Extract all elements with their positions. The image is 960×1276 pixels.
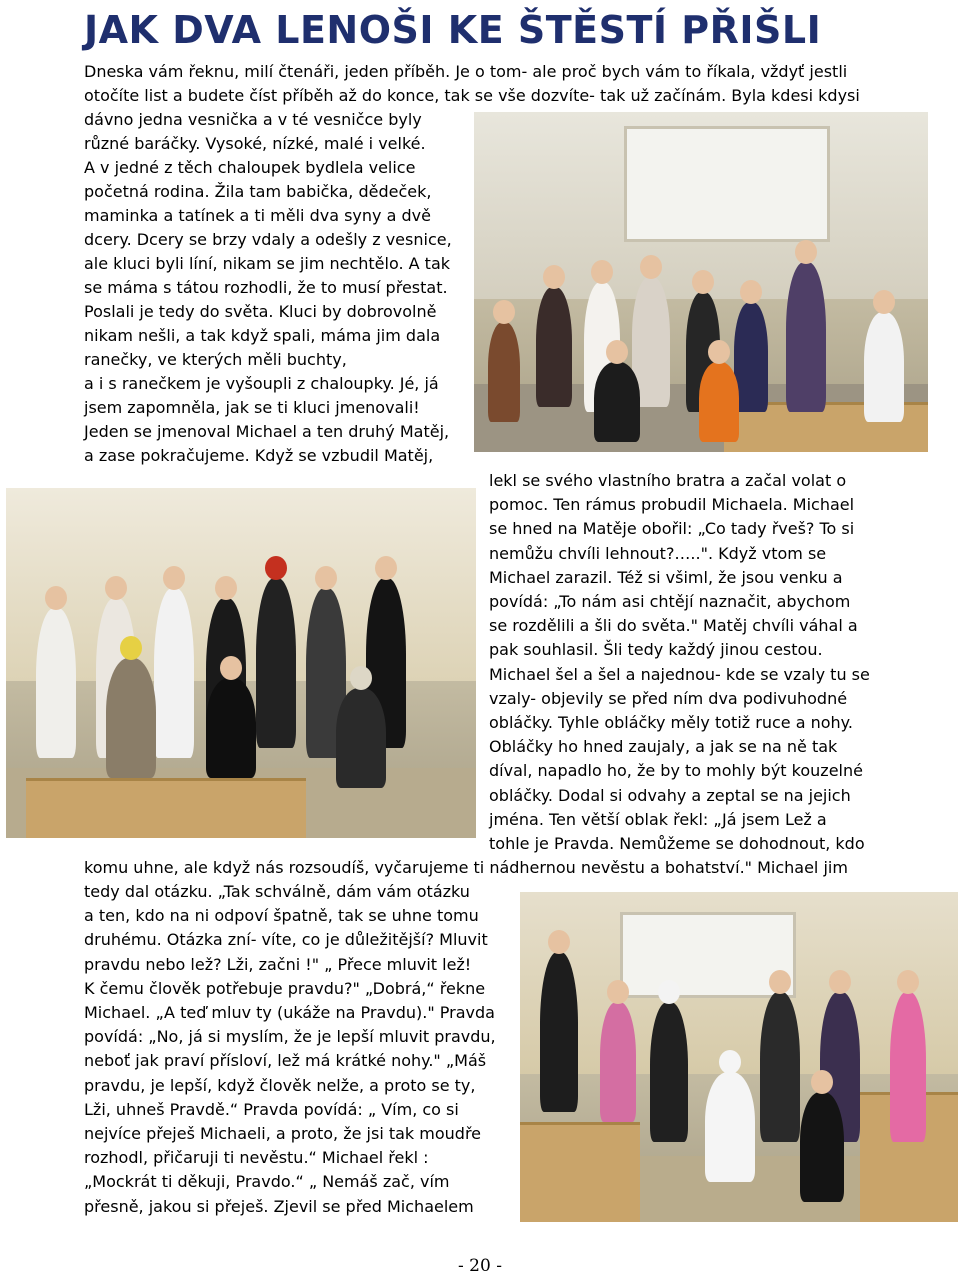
text-line: neboť jak praví přísloví, lež má krátké nohy." „Máš bbox=[84, 1051, 487, 1071]
text-line: Dneska vám řeknu, milí čtenáři, jeden příběh. Je o tom- ale proč bych vám to říkala, vždyť jestli bbox=[84, 62, 848, 81]
text-line: „Mockrát ti děkuji, Pravdo.“ „ Nemáš zač, vím bbox=[84, 1172, 450, 1192]
text-line: pomoc. Ten rámus probudil Michaela. Michael bbox=[489, 495, 855, 515]
text-line: jména. Ten větší oblak řekl: „Já jsem Lež a bbox=[489, 809, 827, 829]
text-line: obláčky. Tyhle obláčky měly totiž ruce a nohy. bbox=[489, 713, 853, 732]
text-line: Obláčky ho hned zaujaly, a jak se na ně tak bbox=[489, 737, 838, 757]
text-line: rozhodl, přičaruji ti nevěstu.“ Michael řekl : bbox=[84, 1148, 429, 1168]
text-line: různé baráčky. Vysoké, nízké, malé i velké. bbox=[84, 134, 426, 153]
text-line: Lži, uhneš Pravdě.“ Pravda povídá: „ Vím, co si bbox=[84, 1099, 459, 1119]
text-line: povídá: „To nám asi chtějí naznačit, abychom bbox=[489, 592, 851, 611]
text-line: A v jedné z těch chaloupek bydlela velice bbox=[84, 158, 416, 177]
text-line: Jeden se jmenoval Michael a ten druhý Matěj, bbox=[84, 422, 450, 441]
article-title: JAK DVA LENOŠI KE ŠTĚSTÍ PŘIŠLI bbox=[84, 8, 822, 52]
text-line: maminka a tatínek a ti měli dva syny a dvě bbox=[84, 206, 431, 225]
text-line: komu uhne, ale když nás rozsoudíš, vyčarujeme ti nádhernou nevěstu a bohatství." Michael jim bbox=[84, 858, 848, 877]
text-line: se hned na Matěje obořil: „Co tady řveš? To si bbox=[489, 519, 855, 539]
text-line: pravdu nebo lež? Lži, začni !" „ Přece mluvit lež! bbox=[84, 954, 472, 974]
text-line: se rozdělili a šli do světa." Matěj chvíli váhal a bbox=[489, 616, 858, 636]
text-line: pak souhlasil. Šli tedy každý jinou cestou. bbox=[489, 640, 823, 660]
text-line: díval, napadlo ho, že by to mohly být kouzelné bbox=[489, 761, 863, 781]
text-line: vzaly- objevily se před ním dva podivuhodné bbox=[489, 688, 848, 708]
text-line: dcery. Dcery se brzy vdaly a odešly z vesnice, bbox=[84, 230, 452, 249]
text-line: druhému. Otázka zní- víte, co je důležitější? Mluvit bbox=[84, 930, 488, 950]
text-line: Michael zarazil. Též si všiml, že jsou venku a bbox=[489, 567, 843, 587]
text-line: početná rodina. Žila tam babička, dědeček, bbox=[84, 182, 432, 201]
text-line: a zase pokračujeme. Když se vzbudil Matěj, bbox=[84, 446, 434, 465]
text-line: ranečky, ve kterých měli buchty, bbox=[84, 350, 347, 369]
text-line: pravdu, je lepší, když člověk nelže, a proto se ty, bbox=[84, 1075, 476, 1095]
text-line: a i s ranečkem je vyšoupli z chaloupky. Jé, já bbox=[84, 374, 439, 393]
text-line: dávno jedna vesnička a v té vesničce byly bbox=[84, 110, 422, 129]
text-line: a ten, kdo na ni odpoví špatně, tak se uhne tomu bbox=[84, 906, 479, 926]
text-line: přesně, jakou si přeješ. Zjevil se před Michaelem bbox=[84, 1196, 474, 1216]
text-line: nemůžu chvíli lehnout?…..". Když vtom se bbox=[489, 543, 827, 563]
text-line: Michael. „A teď mluv ty (ukáže na Pravdu)." Pravda bbox=[84, 1003, 495, 1022]
classroom-photo-3 bbox=[520, 892, 958, 1222]
page-number: - 20 - bbox=[458, 1256, 502, 1276]
text-line: lekl se svého vlastního bratra a začal volat o bbox=[489, 471, 847, 490]
text-line: obláčky. Dodal si odvahy a zeptal se na jejich bbox=[489, 785, 851, 805]
classroom-photo-1 bbox=[474, 112, 928, 452]
text-line: Poslali je tedy do světa. Kluci by dobrovolně bbox=[84, 302, 437, 321]
text-line: povídá: „No, já si myslím, že je lepší mluvit pravdu, bbox=[84, 1027, 496, 1047]
text-line: ale kluci byli líní, nikam se jim nechtělo. A tak bbox=[84, 254, 451, 273]
text-line: nejvíce přeješ Michaeli, a proto, že jsi tak moudře bbox=[84, 1124, 482, 1143]
text-line: nikam nešli, a tak když spali, máma jim dala bbox=[84, 326, 441, 345]
text-line: otočíte list a budete číst příběh až do konce, tak se vše dozvíte- tak už začínám. Byla kdesi kdysi bbox=[84, 86, 860, 105]
text-line: jsem zapomněla, jak se ti kluci jmenovali! bbox=[84, 398, 420, 417]
text-line: tohle je Pravda. Nemůžeme se dohodnout, kdo bbox=[489, 834, 865, 853]
text-line: K čemu člověk potřebuje pravdu?" „Dobrá,“ řekne bbox=[84, 978, 486, 998]
text-line: se máma s tátou rozhodli, že to musí přestat. bbox=[84, 278, 448, 297]
text-line: tedy dal otázku. „Tak schválně, dám vám otázku bbox=[84, 882, 470, 901]
text-line: Michael šel a šel a najednou- kde se vzaly tu se bbox=[489, 664, 870, 684]
classroom-photo-2 bbox=[6, 488, 476, 838]
